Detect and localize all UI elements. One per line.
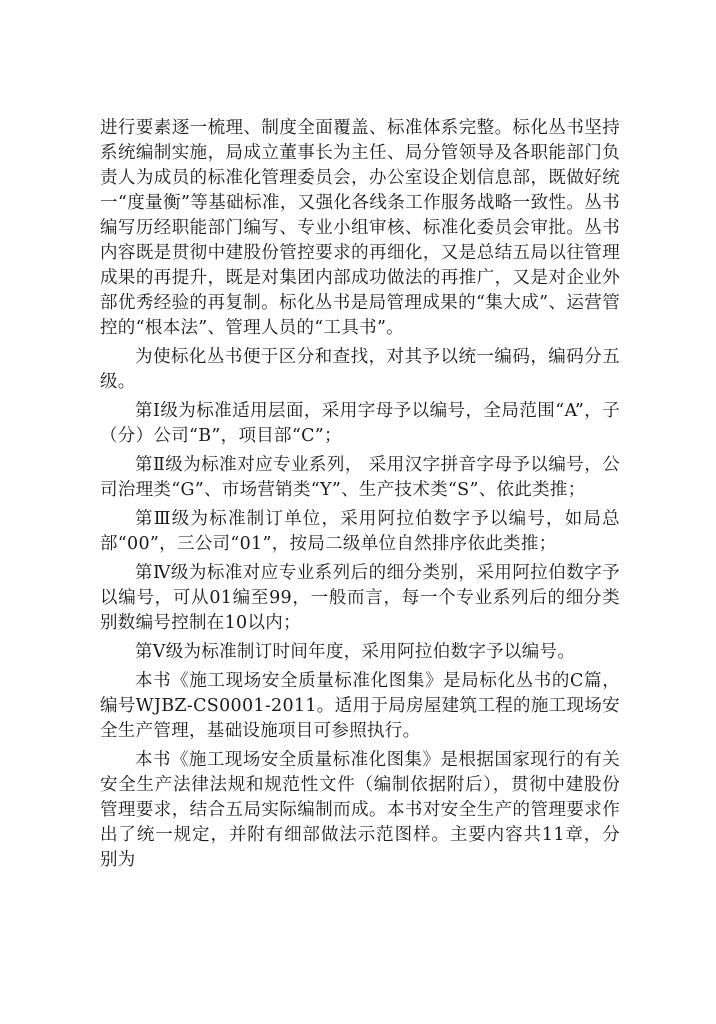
paragraph-book-basis: 本书《施工现场安全质量标准化图集》是根据国家现行的有关安全生产法律法规和规范性文件（编制依据附后），贯彻中建股份管理要求，结合五局实际编制而成。本书对安全生产的管理要求作出了统一规定，并附有细部做法示范图样。主要内容共11章，分别为 — [100, 750, 620, 870]
paragraph-standardization-overview: 进行要素逐一梳理、制度全面覆盖、标准体系完整。标化丛书坚持系统编制实施，局成立董事长为主任、局分管领导及各职能部门负责人为成员的标准化管理委员会，办公室设企划信息部，既做好统一“度量衡”等基础标准，又强化各线条工作服务战略一致性。丛书编写历经职能部门编写、专业小组审核、标准化委员会审批。丛书内容既是贯彻中建股份管控要求的再细化，又是总结五局以往管理成果的再提升，既是对集团内部成功做法的再推广，又是对企业外部优秀经验的再复制。标化丛书是局管理成果的“集大成”、运营管控的“根本法”、管理人员的“工具书”。 — [100, 118, 620, 338]
paragraph-level-1: 第Ⅰ级为标准适用层面，采用字母予以编号，全局范围“A”，子（分）公司“B”，项目部“C”； — [100, 401, 620, 446]
paragraph-level-5: 第Ⅴ级为标准制订时间年度，采用阿拉伯数字予以编号。 — [135, 642, 576, 662]
paragraph-coding-intro: 为使标化丛书便于区分和查找，对其予以统一编码，编码分五级。 — [100, 347, 620, 392]
paragraph-level-3: 第Ⅲ级为标准制订单位，采用阿拉伯数字予以编号，如局总部“00”，三公司“01”，按局二级单位自然排序依此类推； — [100, 509, 620, 554]
paragraph-book-code: 本书《施工现场安全质量标准化图集》是局标化丛书的C篇，编号WJBZ-CS0001-2011。适用于局房屋建筑工程的施工现场安全生产管理，基础设施项目可参照执行。 — [100, 671, 620, 741]
paragraph-level-2: 第Ⅱ级为标准对应专业系列， 采用汉字拼音字母予以编号，公司治理类“G”、市场营销类“Y”、生产技术类“S”、依此类推； — [100, 455, 620, 500]
paragraph-level-4: 第Ⅳ级为标准对应专业系列后的细分类别，采用阿拉伯数字予以编号，可从01编至99，一般而言，每一个专业系列后的细分类别数编号控制在10以内； — [100, 563, 620, 633]
document-body — [100, 116, 620, 877]
